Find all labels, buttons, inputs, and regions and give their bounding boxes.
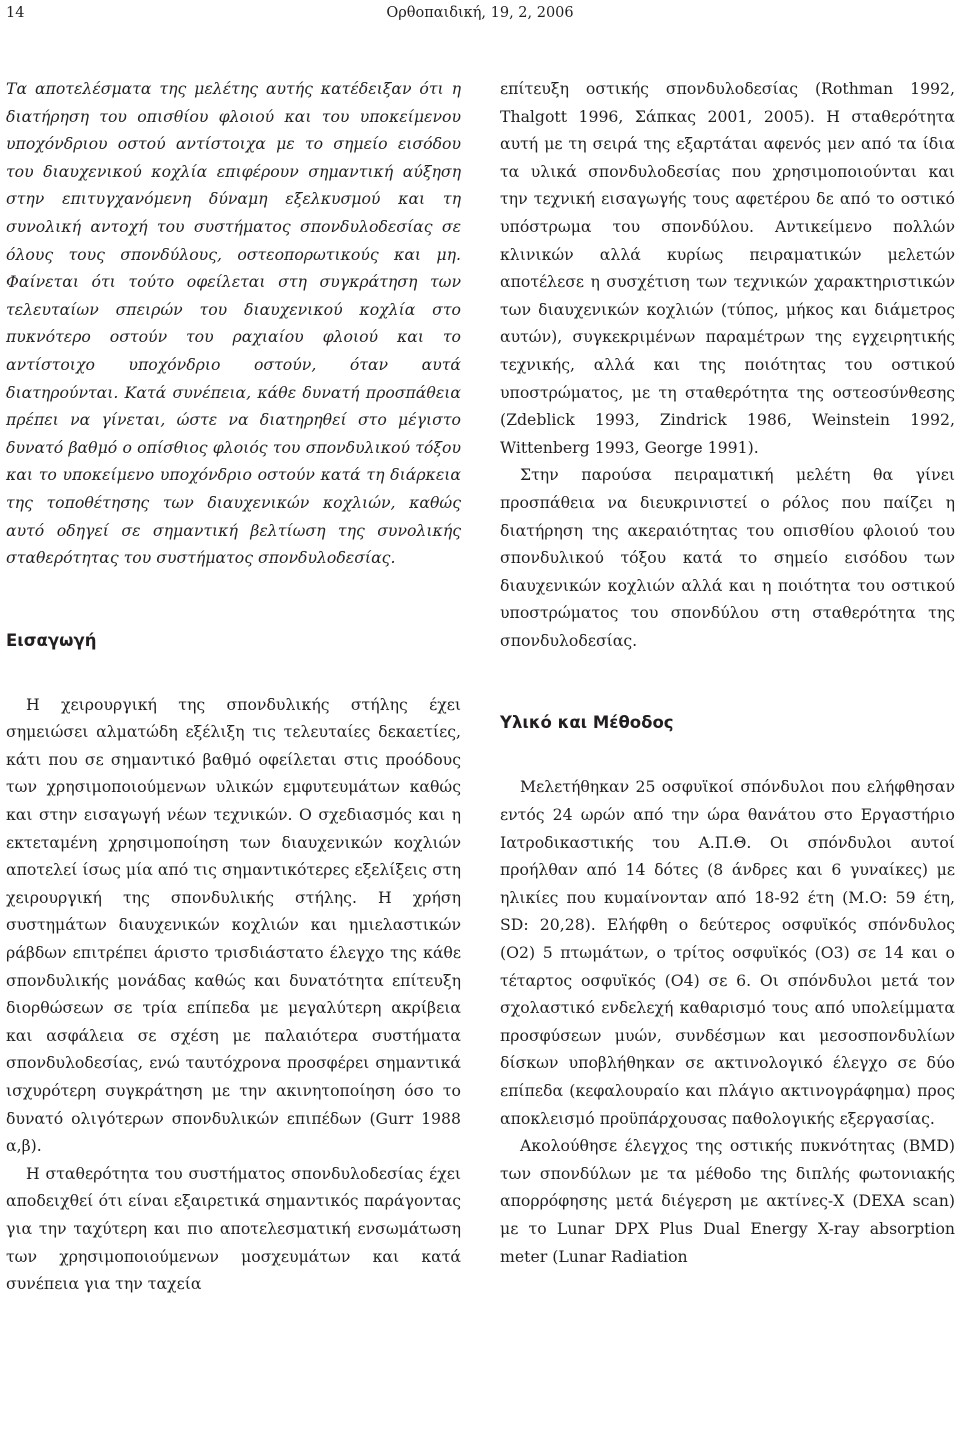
spacer xyxy=(500,736,955,773)
introduction-paragraph-3: Στην παρούσα πειραματική μελέτη θα γίνει προσπάθεια να διευκρινιστεί ο ρόλος που παίζει η διατήρηση της ακεραιότητας του οπισθίου φλοιού του σπονδυλικού τόξου κατά το σημείο εισόδου των διαυχενικών κοχλιών αλλά και η ποιότητα του οστικού υποστρώματος του σπονδύλου στη σταθερότητα της σπονδυλοδεσίας. xyxy=(500,465,955,650)
section-heading-methods: Υλικό και Μέθοδος xyxy=(500,713,674,733)
methods-paragraph-2: Ακολούθησε έλεγχος της οστικής πυκνότητας (BMD) των σπονδύλων με τα μέθοδο της διπλής φωτονιακής απορρόφησης μετά διέγερση με ακτίνες-Χ (DEXA scan) με το Lunar DPX Plus Dual Energy X-ray absorption meter (Lunar Radiation xyxy=(500,1136,955,1266)
methods-paragraph-1: Μελετήθηκαν 25 οσφυϊκοί σπόνδυλοι που ελήφθησαν εντός 24 ωρών από την ώρα θανάτου στο Εργαστήριο Ιατροδικαστικής του Α.Π.Θ. Οι σπόνδυλοι αυτοί προήλθαν από 14 δότες (8 άνδρες και 6 γυναίκες) με ηλικίες που κυμαίνονταν από 18-92 έτη (Μ.Ο: 59 έτη, SD: 20,28). Ελήφθη ο δεύτερος οσφυϊκός σπόνδυλος (Ο2) 5 πτωμάτων, ο τρίτος οσφυϊκός (Ο3) σε 14 και ο τέταρτος οσφυϊκός (Ο4) σε 6. Οι σπόνδυλοι μετά τον σχολαστικό ενδελεχή καθαρισμό τους από υπολείμματα προσφύσεων μυών, συνδέσμων και μεσοσπονδυλίων δίσκων υποβλήθηκαν σε ακτινολογικό έλεγχο σε δύο επίπεδα (κεφαλουραίο και πλάγιο ακτινογράφημα) προς αποκλεισμό προϋπάρχουσας παθολογικής εξεργασίας. xyxy=(500,777,955,1128)
section-heading-introduction: Εισαγωγή xyxy=(6,630,97,650)
introduction-paragraph-2: Η σταθερότητα του συστήματος σπονδυλοδεσίας έχει αποδειχθεί ότι είναι εξαιρετικά σημαντικός παράγοντας για την ταχύτερη και πιο αποτελεσματική ενσωμάτωση των χρησιμοποιούμενων μοσχευμάτων και κατά συνέπεια για την ταχεία xyxy=(6,1163,461,1294)
spacer xyxy=(6,572,461,627)
introduction-paragraph-1: Η χειρουργική της σπονδυλικής στήλης έχει σημειώσει αλματώδη εξέλιξη τις τελευταίες δεκαετίες, κάτι που σε σημαντικό βαθμό οφείλεται στις προόδους των χρησιμοποιούμενων υλικών εμφυτευμάτων καθώς και στην εισαγωγή νέων τεχνικών. Ο σχεδιασμός και η εκτεταμένη χρησιμοποίηση των διαυχενικών κοχλιών αποτελεί ίσως μία από τις σημαντικότερες εξελίξεις στη χειρουργική της σπονδυλικής στήλης. Η χρήση συστημάτων διαυχενικών κοχλιών και ημιελαστικών ράβδων επιτρέπει άριστο τρισδιάστατο έλεγχο της κάθε σπονδυλικής μονάδας καθώς και δυνατότητα επίτευξη διορθώσεων σε τρία επίπεδα με μεγαλύτερη ακρίβεια και ασφάλεια σε σχέση με παλαιότερα συστήματα σπονδυλοδεσίας, ενώ ταυτόχρονα προσφέρει σημαντικά ισχυρότερη συγκράτηση με την ακινητοποίηση όσο το δυνατό ολιγότερων σπονδυλικών επιπέδων (Gurr 1988 α,β). xyxy=(6,694,461,1156)
left-column xyxy=(6,75,461,1298)
journal-reference: Ορθοπαιδική, 19, 2, 2006 xyxy=(386,5,574,21)
right-column xyxy=(500,75,955,1270)
running-header xyxy=(0,0,960,40)
spacer xyxy=(500,654,955,709)
spacer xyxy=(6,654,461,691)
page-number: 14 xyxy=(6,5,25,21)
abstract-conclusion: Τα αποτελέσματα της μελέτης αυτής κατέδειξαν ότι η διατήρηση του οπισθίου φλοιού και του υποκείμενου υποχόνδριου οστού αντίστοιχα με το σημείο εισόδου του διαυχενικού κοχλία επιφέρουν σημαντική αύξηση στην επιτυγχανόμενη δύναμη εξελκυσμού και τη συνολική αντοχή του συστήματος σπονδυλοδεσίας σε όλους τους σπονδύλους, οστεοπορωτικούς και μη. Φαίνεται ότι τούτο οφείλεται στη συγκράτηση των τελευταίων σπειρών του διαυχενικού κοχλία στο πυκνότερο οστούν του ραχιαίου φλοιού και το αντίστοιχο υποχόνδριο οστούν, όταν αυτά διατηρούνται. Κατά συνέπεια, κάθε δυνατή προσπάθεια πρέπει να γίνεται, ώστε να διατηρηθεί στο μέγιστο δυνατό βαθμό ο οπίσθιος φλοιός του σπονδυλικού τόξου και το υποκείμενο υποχόνδριο οστούν κατά τη διάρκεια της τοποθέτησης των διαυχενικών κοχλιών, καθώς αυτό οδηγεί σε σημαντική βελτίωση της συνολικής σταθερότητας του συστήματος σπονδυλοδεσίας. xyxy=(6,79,461,568)
introduction-paragraph-2-continued: επίτευξη οστικής σπονδυλοδεσίας (Rothman 1992, Thalgott 1996, Σάπκας 2001, 2005). Η σταθερότητα αυτή με τη σειρά της εξαρτάται αφενός μεν από τα ίδια τα υλικά σπονδυλοδεσίας που χρησιμοποιούνται και την τεχνική εισαγωγής τους αφετέρου δε από το οστικό υπόστρωμα του σπονδύλου. Αντικείμενο πολλών κλινικών αλλά κυρίως πειραματικών μελετών αποτέλεσε η συσχέτιση των τεχνικών χαρακτηριστικών των διαυχενικών κοχλιών (τύπος, μήκος και διάμετρος αυτών), συγκεκριμένων παραμέτρων της εγχειρητικής τεχνικής, αλλά και της ποιότητας του οστικού υποστρώματος, με τη σταθερότητα της οστεοσύνθεσης (Zdeblick 1993, Zindrick 1986, Weinstein 1992, Wittenberg 1993, George 1991). xyxy=(500,79,955,457)
